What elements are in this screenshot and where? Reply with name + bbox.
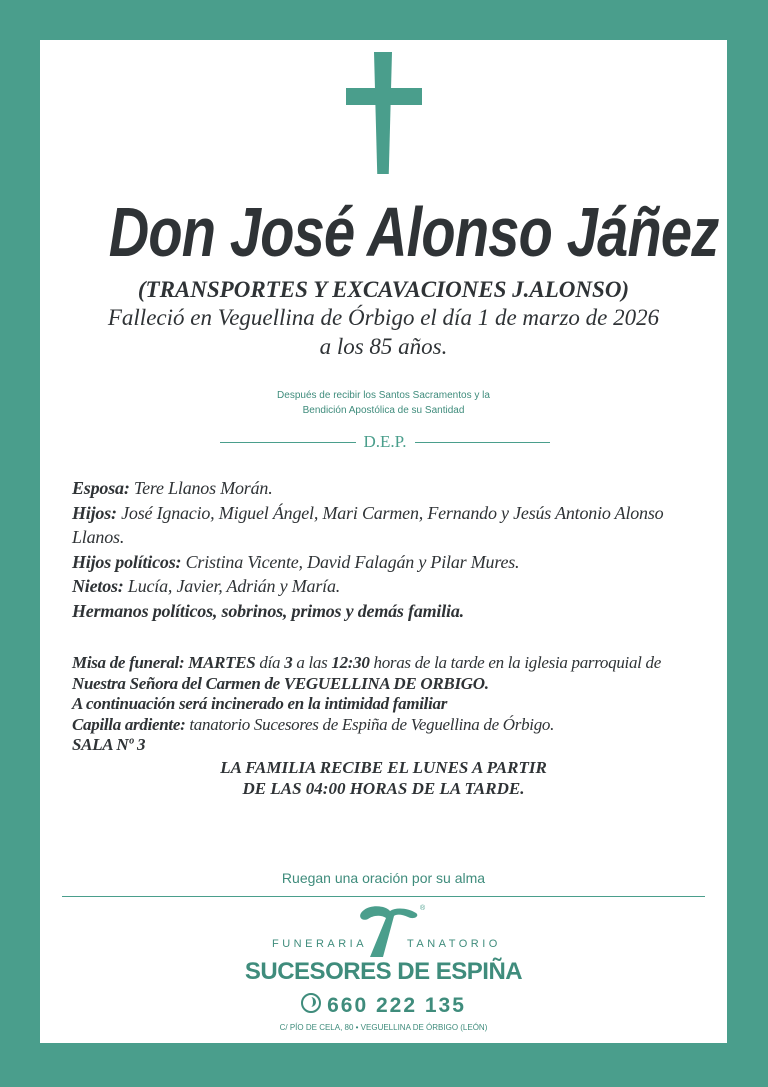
funeral-details <box>72 653 707 756</box>
deceased-name: Don José Alonso Jáñez <box>108 193 719 271</box>
family-children-in-law: Hijos políticos: Cristina Vicente, David Falagán y Pilar Mures. <box>72 551 520 572</box>
brand-name: SUCESORES DE ESPIÑA <box>244 958 523 985</box>
svg-text:®: ® <box>420 905 426 912</box>
family-grandchildren: Nietos: Lucía, Javier, Adrián y María. <box>72 576 341 596</box>
receive-line-2: DE LAS 04:00 HORAS DE LA TARDE. <box>242 779 525 798</box>
phone-icon <box>301 993 321 1013</box>
sacraments-text <box>40 388 727 418</box>
chapel-info: Capilla ardiente: tanatorio Sucesores de Espiña de Veguellina de Órbigo. <box>72 714 555 734</box>
obituary-sheet <box>40 40 727 1043</box>
receive-line-1: LA FAMILIA RECIBE EL LUNES A PARTIR <box>220 758 547 777</box>
funeral-mass: Misa de funeral: MARTES día 3 a las 12:30 horas de la tarde en la iglesia parroquial de Nuestra Señora del Carmen de VEGUELLINA DE ORBIGO. <box>72 653 661 693</box>
address: C/ PÍO DE CELA, 80 • VEGUELLINA DE ÓRBIGO (LEÓN) <box>279 1023 488 1032</box>
footer-divider <box>62 896 705 897</box>
company-name: (TRANSPORTES Y EXCAVACIONES J.ALONSO) <box>137 277 630 302</box>
divider <box>220 442 356 443</box>
death-line: Falleció en Veguellina de Órbigo el día 1 de marzo de 2026 <box>107 305 660 330</box>
family-list <box>72 476 707 623</box>
divider <box>415 442 551 443</box>
room-number: SALA Nº 3 <box>72 735 146 754</box>
sacraments-line-1: Después de recibir los Santos Sacramentos y la <box>277 390 490 401</box>
family-children: Hijos: José Ignacio, Miguel Ángel, Mari Carmen, Fernando y Jesús Antonio Alonso Llanos. <box>72 502 664 547</box>
family-receives-note <box>40 757 727 799</box>
sacraments-line-2: Bendición Apostólica de su Santidad <box>302 405 465 416</box>
cross-icon <box>346 52 422 174</box>
prayer-request: Ruegan una oración por su alma <box>281 870 486 886</box>
family-others: Hermanos políticos, sobrinos, primos y demás familia. <box>72 600 464 621</box>
family-spouse: Esposa: Tere Llanos Morán. <box>72 478 273 498</box>
phone-number[interactable] <box>40 993 727 1018</box>
tanatorio-word: TANATORIO <box>407 938 501 950</box>
cremation-note: A continuación será incinerado en la intimidad familiar <box>72 694 448 713</box>
dep-row <box>220 432 550 452</box>
age-line: a los 85 años. <box>319 334 448 359</box>
funeral-home-logo-icon <box>350 902 430 962</box>
funeraria-word: FUNERARIA <box>272 938 368 950</box>
phone-value: 660 222 135 <box>327 994 466 1017</box>
dep-label: D.E.P. <box>363 432 407 451</box>
